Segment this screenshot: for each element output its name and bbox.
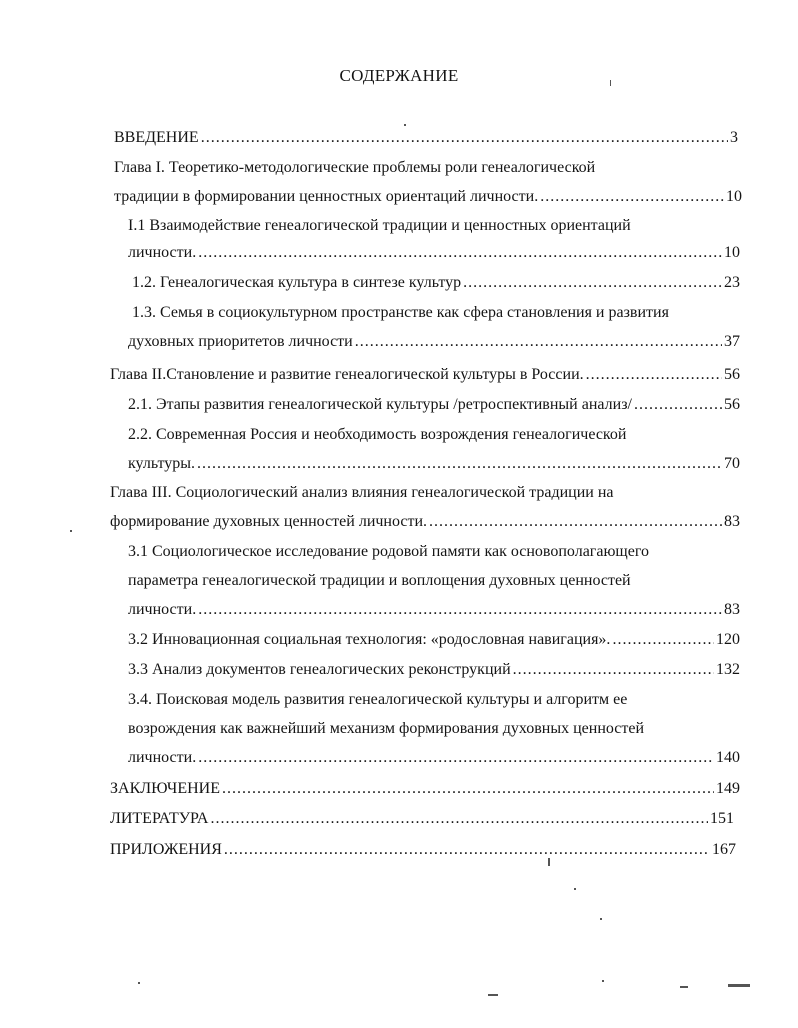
scan-speck <box>548 858 550 866</box>
toc-entry-text: 2.1. Этапы развития генеалогической культуры /ретроспективный анализ/ <box>128 396 632 413</box>
toc-entry-text: культуры. <box>128 455 196 472</box>
toc-leader-dots <box>198 243 722 263</box>
toc-entry-page: 151 <box>710 810 734 827</box>
scan-speck <box>574 888 576 890</box>
toc-entry-text: личности. <box>128 244 197 261</box>
toc-entry-text: 1.2. Генеалогическая культура в синтезе культур <box>132 274 462 291</box>
toc-leader-dots <box>355 332 722 352</box>
toc-entry-text: личности. <box>128 749 197 766</box>
toc-entry-3-1 <box>128 600 740 620</box>
toc-entry-page: 37 <box>724 333 740 350</box>
scan-speck <box>488 994 498 996</box>
toc-leader-dots <box>222 779 714 799</box>
toc-entry-1-1 <box>128 243 740 263</box>
scan-speck <box>728 984 750 987</box>
scan-speck <box>610 80 611 86</box>
toc-leader-dots <box>634 395 722 415</box>
toc-leader-dots <box>429 512 722 532</box>
toc-leader-dots <box>201 128 728 148</box>
toc-entry-2-2-line-1: 2.2. Современная Россия и необходимость возрождения генеалогической <box>128 426 627 443</box>
toc-entry-chapter-1-line-1: Глава I. Теоретико-методологические проблемы роли генеалогической <box>114 159 596 176</box>
toc-entry-text: духовных приоритетов личности <box>128 333 353 350</box>
scan-speck <box>138 982 140 984</box>
toc-entry-page: 23 <box>724 274 740 291</box>
toc-entry-conclusion <box>110 779 740 799</box>
toc-entry-page: 10 <box>724 244 740 261</box>
toc-leader-dots <box>586 365 722 385</box>
toc-entry-page: 56 <box>724 366 740 383</box>
toc-entry-page: 10 <box>726 188 742 205</box>
toc-entry-text: личности. <box>128 601 197 618</box>
scan-speck <box>404 124 406 126</box>
scan-speck <box>680 986 688 988</box>
toc-entry-chapter-3-line-1: Глава III. Социологический анализ влияния генеалогической традиции на <box>110 484 614 501</box>
toc-entry-1-1-line-1: I.1 Взаимодействие генеалогической традиции и ценностных ориентаций <box>128 217 631 234</box>
toc-leader-dots <box>540 187 724 207</box>
toc-entry-3-2 <box>128 630 740 650</box>
toc-entry-2-1 <box>128 395 740 415</box>
toc-leader-dots <box>463 273 722 293</box>
toc-leader-dots <box>198 748 714 768</box>
toc-entry-appendices <box>110 840 736 860</box>
toc-entry-text: формирование духовных ценностей личности. <box>110 513 428 530</box>
toc-entry-page: 56 <box>724 396 740 413</box>
toc-entry-1-2 <box>132 273 740 293</box>
toc-entry-page: 83 <box>724 513 740 530</box>
toc-entry-page: 120 <box>716 631 740 648</box>
toc-entry-3-4 <box>128 748 740 768</box>
toc-entry-text: ПРИЛОЖЕНИЯ <box>110 841 222 858</box>
toc-entry-literature <box>110 809 734 829</box>
toc-leader-dots <box>224 840 710 860</box>
toc-entry-chapter-2 <box>110 365 740 385</box>
toc-entry-page: 83 <box>724 601 740 618</box>
toc-leader-dots <box>197 454 722 474</box>
page-title: СОДЕРЖАНИЕ <box>339 66 459 85</box>
toc-entry-page: 167 <box>712 841 736 858</box>
scan-speck <box>602 980 604 982</box>
toc-entry-text: ВВЕДЕНИЕ <box>114 129 199 146</box>
toc-entry-text: ЛИТЕРАТУРА <box>110 810 209 827</box>
toc-entry-text: 3.3 Анализ документов генеалогических реконструкций <box>128 661 511 678</box>
toc-entry-3-1-line-2: параметра генеалогической традиции и воплощения духовных ценностей <box>128 572 631 589</box>
toc-entry-1-3 <box>128 332 740 352</box>
toc-entry-1-3-line-1: 1.3. Семья в социокультурном пространстве как сфера становления и развития <box>132 304 669 321</box>
toc-entry-text: 3.2 Инновационная социальная технология: «родословная навигация». <box>128 631 611 648</box>
toc-entry-page: 132 <box>716 661 740 678</box>
toc-entry-chapter-3 <box>110 512 740 532</box>
toc-entry-3-4-line-2: возрождения как важнейший механизм формирования духовных ценностей <box>128 720 645 737</box>
toc-entry-introduction <box>114 128 738 148</box>
toc-entry-3-4-line-1: 3.4. Поисковая модель развития генеалогической культуры и алгоритм ее <box>128 691 628 708</box>
toc-entry-page: 3 <box>730 129 738 146</box>
toc-entry-text: ЗАКЛЮЧЕНИЕ <box>110 780 220 797</box>
toc-entry-text: Глава II.Становление и развитие генеалогической культуры в России. <box>110 366 584 383</box>
toc-entry-3-3 <box>128 660 740 680</box>
toc-entry-3-1-line-1: 3.1 Социологическое исследование родовой памяти как основополагающего <box>128 543 649 560</box>
toc-entry-page: 70 <box>724 455 740 472</box>
scan-speck <box>600 918 602 920</box>
toc-leader-dots <box>612 630 714 650</box>
toc-entry-text: традиции в формировании ценностных ориентаций личности. <box>114 188 539 205</box>
toc-entry-chapter-1 <box>114 187 742 207</box>
toc-entry-page: 140 <box>716 749 740 766</box>
scan-speck <box>70 530 72 532</box>
toc-entry-page: 149 <box>716 780 740 797</box>
toc-entry-2-2 <box>128 454 740 474</box>
toc-leader-dots <box>210 809 708 829</box>
toc-leader-dots <box>198 600 722 620</box>
toc-leader-dots <box>513 660 714 680</box>
